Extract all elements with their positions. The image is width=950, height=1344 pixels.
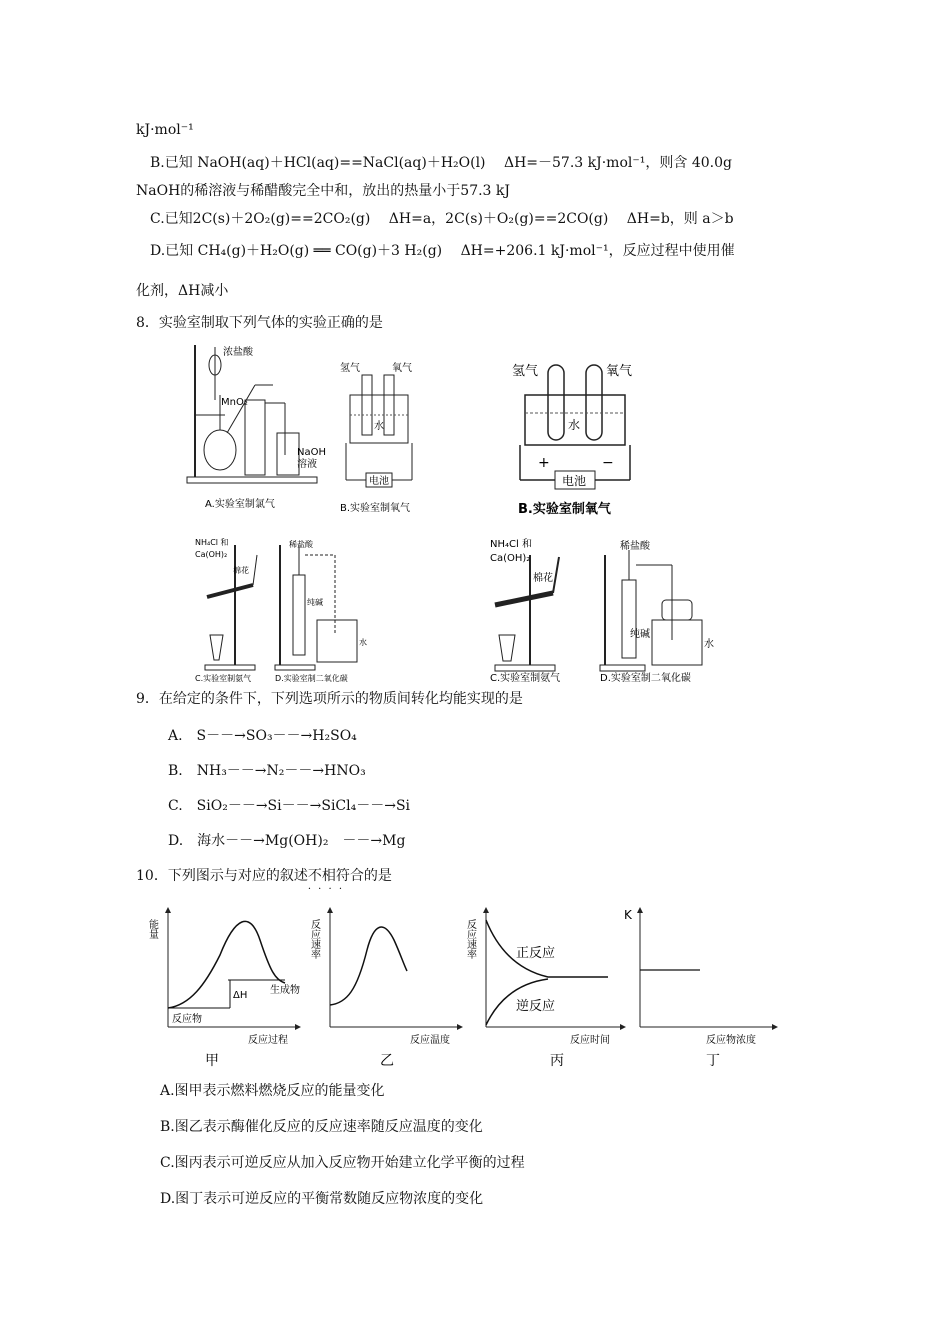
label-mno2: MnO₂: [221, 397, 248, 408]
jia-name: 甲: [205, 1053, 219, 1069]
chart-ding-k-concentration: [620, 905, 780, 1070]
figure-8d-co2-small: [275, 535, 370, 685]
label-dilute-hcl-large: 稀盐酸: [620, 541, 650, 552]
figure-8b-electrolysis-small: [340, 355, 425, 520]
option-10d: D.图丁表示可逆反应的平衡常数随反应物浓度的变化: [160, 1191, 484, 1207]
label-hydrogen: 氢气: [340, 363, 360, 374]
option-10b: B.图乙表示酶催化反应的反应速率随反应温度的变化: [160, 1119, 483, 1135]
option-7d-line2: 化剂，ΔH减小: [136, 283, 229, 299]
option-9b: B. NH₃－－→N₂－－→HNO₃: [168, 763, 366, 779]
question-9-stem: 9．在给定的条件下，下列选项所示的物质间转化均能实现的是: [136, 691, 523, 707]
jia-ylabel: 能量: [146, 919, 158, 939]
ding-ylabel: K: [624, 908, 632, 922]
bing-reverse: 逆反应: [516, 999, 556, 1014]
option-10c: C.图丙表示可逆反应从加入反应物开始建立化学平衡的过程: [160, 1155, 525, 1171]
label-caoh2: Ca(OH)₂: [195, 550, 228, 559]
option-7c: C.已知2C(s)＋2O₂(g)==2CO₂(g) ΔH=a，2C(s)＋O₂(g)==2CO(g) ΔH=b，则 a＞b: [150, 211, 734, 227]
caption-8a: A.实验室制氯气: [205, 499, 275, 510]
label-caoh2-large: Ca(OH)₂: [490, 553, 531, 564]
option-9c: C. SiO₂－－→Si－－→SiCl₄－－→Si: [168, 798, 411, 814]
label-cotton: 棉花: [233, 566, 249, 575]
label-oxygen-large: 氧气: [606, 364, 633, 379]
label-battery: 电池: [369, 476, 389, 487]
caption-8d-large: D.实验室制二氧化碳: [600, 673, 691, 684]
caption-8c-large: C.实验室制氨气: [490, 673, 561, 684]
jia-product: 生成物: [270, 985, 300, 996]
jia-xlabel: 反应过程: [248, 1035, 288, 1046]
yi-ylabel: 反应速率: [308, 919, 320, 959]
bing-forward: 正反应: [516, 946, 556, 961]
label-soda-large: 纯碱: [630, 629, 650, 640]
label-water-d-large: 水: [704, 639, 714, 650]
label-water-large: 水: [568, 418, 581, 432]
figure-8c-ammonia-large: [485, 535, 575, 685]
caption-8b: B.实验室制氧气: [340, 503, 411, 514]
stem-10-pre: 10．下列图示与对应的叙述: [136, 868, 308, 884]
label-dilute-hcl: 稀盐酸: [289, 540, 313, 549]
option-7b-line1: B.已知 NaOH(aq)＋HCl(aq)==NaCl(aq)＋H₂O(l) ΔH=－57.3 kJ·mol⁻¹，则含 40.0g: [150, 155, 732, 171]
bing-name: 丙: [550, 1053, 564, 1069]
stem-10-emphasis: 不相符合 · · · ·: [308, 868, 364, 884]
figure-8c-ammonia-small: [195, 535, 270, 685]
ding-xlabel: 反应物浓度: [706, 1035, 756, 1046]
label-battery-large: 电池: [562, 474, 587, 488]
yi-xlabel: 反应温度: [410, 1035, 450, 1046]
jia-reactant: 反应物: [172, 1014, 202, 1025]
label-solution: 溶液: [297, 459, 317, 470]
label-oxygen: 氧气: [392, 363, 412, 374]
yi-name: 乙: [380, 1053, 394, 1069]
option-9a: A. S－－→SO₃－－→H₂SO₄: [168, 728, 357, 744]
option-9d: D. 海水－－→Mg(OH)₂ －－→Mg: [168, 833, 406, 849]
bing-ylabel: 反应速率: [464, 919, 476, 959]
bing-xlabel: 反应时间: [570, 1035, 610, 1046]
caption-8d: D.实验室制二氧化碳: [275, 674, 348, 683]
option-10a: A.图甲表示燃料燃烧反应的能量变化: [160, 1083, 385, 1099]
figure-8a-chlorine-apparatus: [185, 345, 326, 515]
question-8-stem: 8．实验室制取下列气体的实验正确的是: [136, 315, 383, 331]
label-nh4cl: NH₄Cl 和: [195, 538, 229, 547]
figure-8b-electrolysis-large: [510, 355, 645, 520]
ding-name: 丁: [706, 1053, 720, 1069]
label-cotton-large: 棉花: [533, 573, 553, 584]
label-water-d: 水: [359, 638, 367, 647]
chart-yi-rate-temperature: [308, 905, 467, 1070]
label-plus: +: [538, 455, 550, 471]
caption-8c: C.实验室制氨气: [195, 674, 252, 683]
label-hydrogen-large: 氢气: [512, 364, 539, 379]
label-minus: −: [602, 455, 614, 471]
figure-8d-co2-large: [600, 535, 720, 685]
jia-dh: ΔH: [233, 990, 248, 1001]
caption-8b-large: B.实验室制氧气: [518, 502, 611, 517]
label-nh4cl-large: NH₄Cl 和: [490, 539, 532, 550]
label-soda: 纯碱: [307, 598, 323, 607]
label-conc-hcl: 浓盐酸: [223, 347, 253, 358]
chart-bing-equilibrium: [464, 905, 628, 1070]
line-kj-mol: kJ·mol⁻¹: [136, 122, 194, 138]
stem-10-post: 的是: [363, 868, 392, 884]
label-naoh: NaOH: [297, 447, 326, 458]
chart-jia-energy: [146, 905, 305, 1070]
option-7d-line1: D.已知 CH₄(g)＋H₂O(g) ══ CO(g)＋3 H₂(g) ΔH=+206.1 kJ·mol⁻¹，反应过程中使用催: [150, 243, 735, 259]
option-7b-line2: NaOH的稀溶液与稀醋酸完全中和，放出的热量小于57.3 kJ: [136, 183, 510, 199]
label-water: 水: [374, 421, 384, 432]
question-10-stem: [136, 865, 392, 885]
